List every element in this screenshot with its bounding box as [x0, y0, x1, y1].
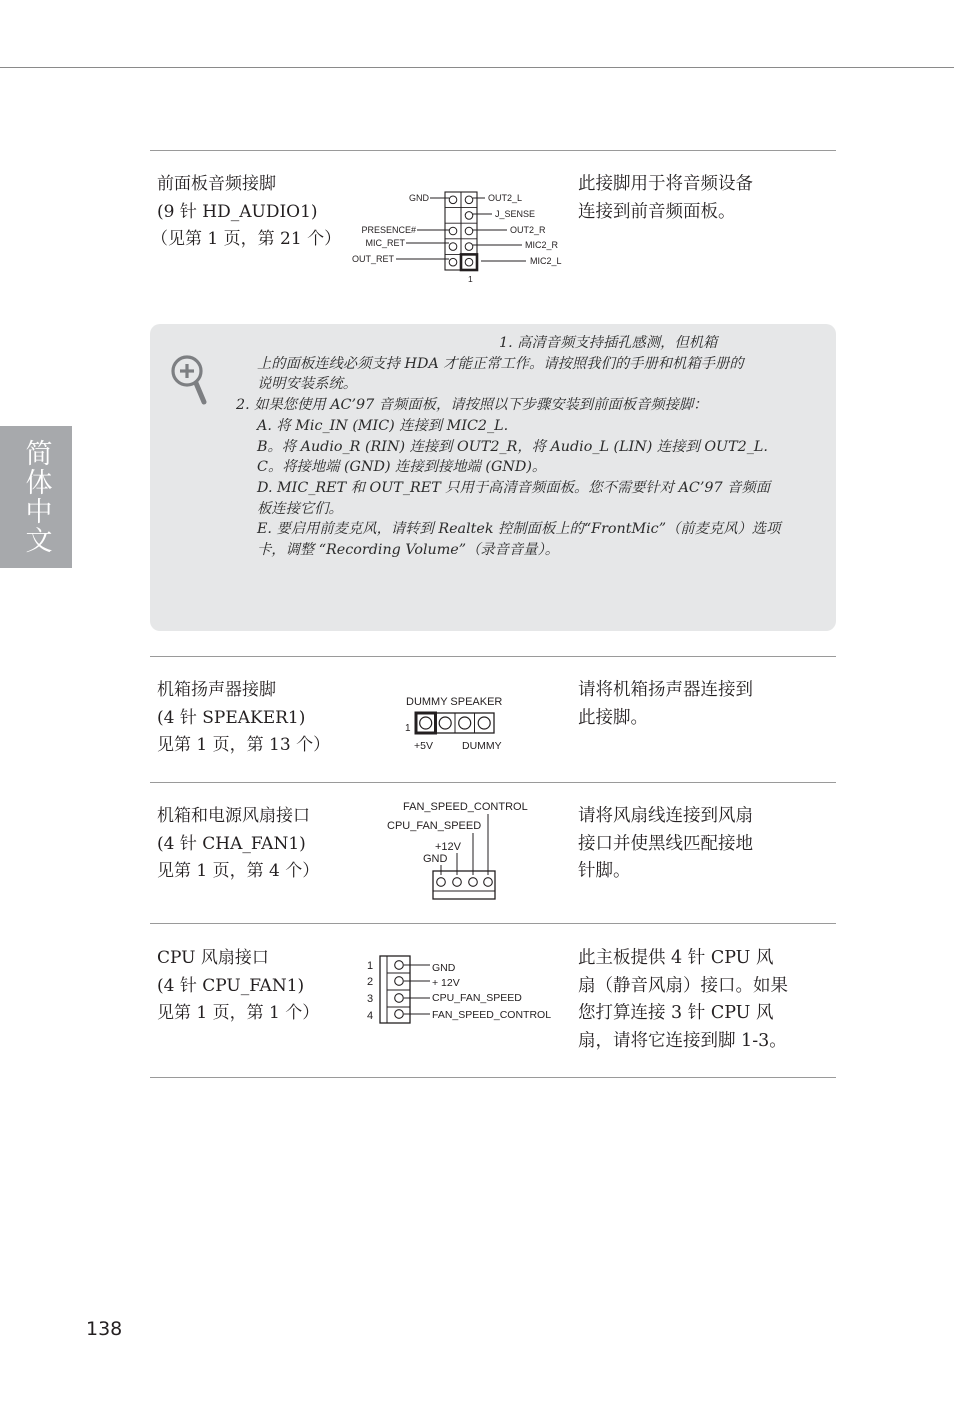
pin-label-out2-r: OUT2_R: [510, 225, 546, 235]
note-line: B。将 Audio_R (RIN) 连接到 OUT2_R，将 Audio_L (LIN) 连接到 OUT2_L.: [257, 438, 768, 455]
pin-label-12v: +12V: [435, 841, 461, 853]
hd-audio-description: 此接脚用于将音频设备 连接到前音频面板。: [578, 174, 753, 222]
note-line: C。将接地端 (GND) 连接到接地端 (GND)。: [257, 459, 547, 476]
speaker-page-ref: 见第 1 页，第 13 个）: [157, 735, 331, 755]
note-line: 板连接它们。: [257, 500, 343, 517]
cha-fan-description: 请将风扇线连接到风扇 接口并使黑线匹配接地 针脚。: [578, 806, 753, 881]
hd-audio-page-ref: （见第 1 页，第 21 个）: [151, 229, 342, 249]
pin-label-j-sense: J_SENSE: [495, 209, 536, 219]
pin-label-out2-l: OUT2_L: [488, 193, 523, 203]
speaker-dummy-label: DUMMY: [462, 740, 502, 752]
section-divider: [150, 150, 836, 151]
page-number: 138: [86, 1318, 123, 1340]
section-divider: [150, 656, 836, 657]
note-line: 说明安装系统。: [257, 376, 358, 393]
note-text: [236, 333, 781, 561]
speaker-label: [157, 677, 330, 760]
speaker-top-labels: DUMMY SPEAKER: [406, 696, 503, 708]
hd-audio-title: 前面板音频接脚: [157, 174, 276, 194]
pin-label-fan-speed-control: FAN_SPEED_CONTROL: [432, 1009, 552, 1021]
cha-fan-page-ref: 见第 1 页，第 4 个）: [157, 861, 320, 881]
side-tab-label: 简体中文: [20, 439, 52, 555]
speaker-description: 请将机箱扬声器连接到 此接脚。: [578, 680, 753, 728]
note-line: 1. 高清音频支持插孔感测，但机箱: [499, 335, 718, 351]
pin-label-mic-ret: MIC_RET: [365, 238, 405, 248]
section-divider: [150, 1077, 836, 1078]
cha-fan-title: 机箱和电源风扇接口: [157, 806, 310, 826]
pin-label-presence: PRESENCE#: [361, 225, 416, 235]
pin-number: 4: [367, 1010, 374, 1022]
speaker-title: 机箱扬声器接脚: [157, 680, 276, 700]
speaker-pin-count: (4 针 SPEAKER1): [157, 707, 306, 728]
pin-one-marker: 1: [405, 723, 411, 734]
pin-label-fan-speed-control: FAN_SPEED_CONTROL: [403, 801, 528, 813]
cpu-fan-title: CPU 风扇接口: [157, 948, 269, 968]
note-line: 卡，调整 “Recording Volume”（录音音量）。: [257, 542, 559, 559]
speaker-5v-label: +5V: [414, 740, 433, 752]
pin-number: 3: [367, 993, 374, 1005]
pin-one-marker: 1: [468, 274, 473, 284]
note-line: 2. 如果您使用 AC’97 音频面板，请按照以下步骤安装到前面板音频接脚：: [236, 397, 708, 414]
note-line: D. MIC_RET 和 OUT_RET 只用于高清音频面板。您不需要针对 AC’97 音频面: [257, 479, 771, 496]
pin-label-cpu-fan-speed: CPU_FAN_SPEED: [432, 992, 522, 1004]
pin-label-gnd: GND: [432, 962, 456, 974]
cha-fan-pin-diagram: [380, 795, 540, 905]
speaker-pin-diagram: [400, 690, 530, 756]
section-divider: [150, 923, 836, 924]
pin-number: 1: [367, 960, 374, 972]
cpu-fan-label: [157, 945, 319, 1028]
cpu-fan-pin-diagram: [360, 952, 570, 1027]
pin-label-gnd: GND: [409, 193, 429, 203]
pin-label-12v: + 12V: [432, 977, 460, 989]
top-rule: [0, 67, 954, 68]
pin-label-gnd: GND: [423, 853, 448, 865]
note-line: E. 要启用前麦克风，请转到 Realtek 控制面板上的“FrontMic”（前麦克风）选项: [257, 521, 781, 538]
cpu-fan-description: 此主板提供 4 针 CPU 风 扇（静音风扇）接口。如果 您打算连接 3 针 CPU 风 扇，请将它连接到脚 1-3。: [578, 948, 788, 1051]
pin-label-cpu-fan-speed: CPU_FAN_SPEED: [387, 820, 482, 832]
magnifier-icon: [170, 352, 210, 408]
hd-audio-pin-count: (9 针 HD_AUDIO1): [157, 201, 318, 222]
hd-audio-label: [151, 171, 342, 254]
section-divider: [150, 782, 836, 783]
cpu-fan-page-ref: 见第 1 页，第 1 个）: [157, 1003, 320, 1023]
cha-fan-label: [157, 803, 319, 886]
pin-number: 2: [367, 976, 374, 988]
pin-label-mic2-l: MIC2_L: [530, 256, 562, 266]
pin-label-out-ret: OUT_RET: [351, 254, 394, 264]
hd-audio-pin-diagram: [340, 185, 580, 290]
language-side-tab: [0, 426, 72, 568]
cha-fan-pin-count: (4 针 CHA_FAN1): [157, 833, 306, 854]
note-line: A. 将 Mic_IN (MIC) 连接到 MIC2_L.: [257, 417, 509, 434]
cpu-fan-pin-count: (4 针 CPU_FAN1): [157, 975, 305, 996]
pin-label-mic2-r: MIC2_R: [525, 240, 559, 250]
note-line: 上的面板连线必须支持 HDA 才能正常工作。请按照我们的手册和机箱手册的: [257, 355, 744, 372]
